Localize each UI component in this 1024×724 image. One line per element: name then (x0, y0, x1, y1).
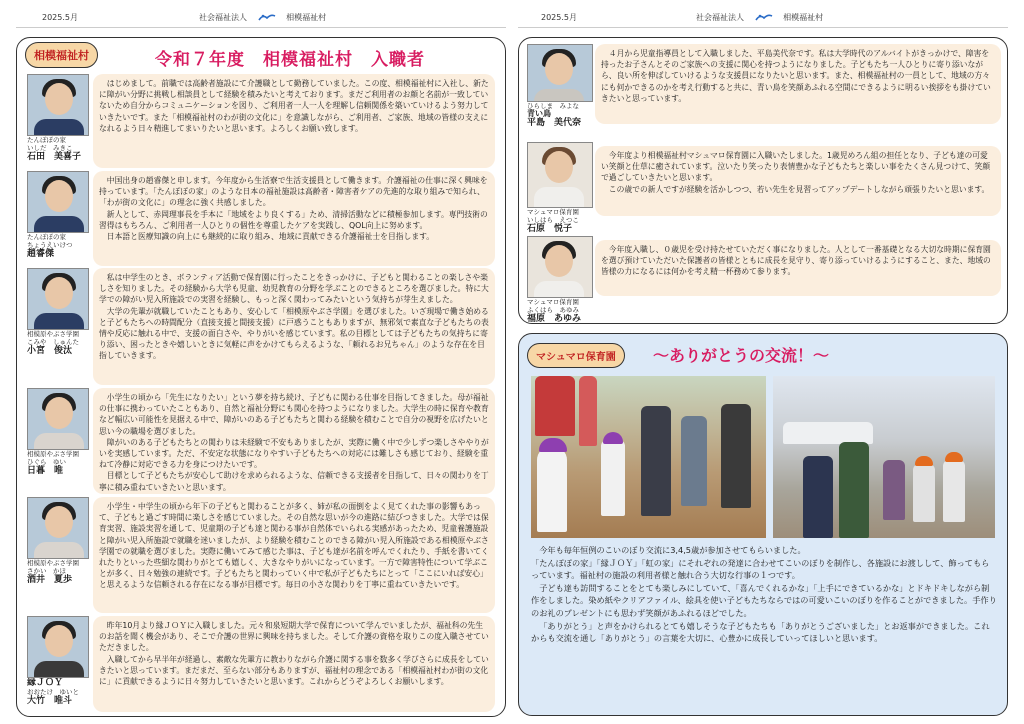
staff-message (595, 240, 1001, 296)
left-header-divider (16, 27, 506, 28)
staff-entry (25, 171, 499, 266)
left-new-staff-panel (16, 37, 506, 717)
staff-facility: 相模原やぶさ学園 (27, 450, 79, 458)
staff-ruby: おおたけ ゆいと (27, 688, 79, 696)
event-photo-indoor (531, 376, 766, 538)
staff-photo-block (527, 236, 593, 325)
right-header-org-label: 社会福祉法人 (696, 13, 744, 22)
staff-message (93, 268, 495, 385)
staff-photo-block (27, 268, 89, 357)
staff-name: 日暮 唯 (27, 466, 64, 476)
staff-message (595, 44, 1001, 124)
staff-entry (525, 236, 1003, 324)
staff-photo (27, 171, 89, 233)
staff-photo (27, 616, 89, 678)
event-photo-outdoor (773, 376, 995, 538)
staff-name: 福原 あゆみ (527, 314, 582, 324)
left-header-date: 2025.5月 (42, 13, 78, 22)
right-new-staff-panel (518, 37, 1008, 324)
staff-photo-block (27, 74, 89, 163)
staff-message-text: 今年度入職し、０歳児を受け持たせていただく事になりました。人として一番基礎となる大切な時期に保育園を選び預けていただいた保護者の皆様とともに成長を見守り、寄り添っていけるようにすること、また、地域の皆様の力になるには何かを考え精一杯務めて参ります。 (601, 245, 991, 277)
staff-message-text: ４月から児童指導員として入職しました、平島美代奈です。私は大学時代のアルバイトがきっかけで、障害を持ったお子さんとそのご家族への支援に関心を持つようになりました。子どもたち一人ひとりに寄り添いながら、良い所を伸ばしていけるような支援員になりたいと思います。また、相模福祉村の一員として、地域の方々にも何かできるのかを考え行動すると共に、青い鳥を笑顔あふれる空間にできるように明るい挨拶をも掛けていきたいと思っています。 (601, 49, 991, 103)
staff-photo-block (27, 616, 89, 707)
staff-message-text: 日本語と医療知識の向上にも継続的に取り組み、地域に貢献できる介護福祉士を目指します。 (106, 232, 435, 242)
staff-entry (525, 44, 1003, 140)
staff-facility: マシュマロ保育園 (527, 298, 579, 306)
staff-ruby: さかい かほ (27, 567, 66, 575)
staff-name: 酒井 夏歩 (27, 575, 73, 585)
staff-photo-block (527, 44, 593, 129)
staff-entry (25, 616, 499, 712)
section-tag: 相模福祉村 (25, 42, 98, 68)
fukushimura-logo-icon (755, 13, 773, 22)
staff-photo (27, 74, 89, 136)
staff-facility: たんぽぽの家 (27, 136, 66, 144)
staff-entry (525, 142, 1003, 234)
staff-photo (527, 44, 593, 102)
staff-message-text: 入職してから早半年が経過し、素敵な先輩方に教わりながら介護に関する事を数多く学びさらに成長をしていきたいと思っています。まだまだ、至らない部分もありますが、福祉村の理念である「相模福祉村わが街の文化に」に貢献できるように日々努力していきたいと思います。これからどうぞよろしくお願いします。 (99, 654, 489, 687)
staff-message (93, 171, 495, 266)
staff-message-text: 私は中学生のとき、ボランティア活動で保育園に行ったことをきっかけに、子どもと関わることの楽しさや楽しさを知りました。その経験から大学も児童、幼児教育の分野を学ぶことのできるところを選びました。特に大学での障がい児入所施設での実習を経験し、もっと深く関わってみたいという気持ちが芽生えました。 (99, 273, 489, 305)
right-header-org (696, 12, 823, 23)
staff-facility: 青い鳥 (527, 109, 551, 118)
staff-ruby: こみや しゅんた (27, 338, 79, 346)
staff-ruby: ちょうえいけつ (27, 241, 73, 249)
staff-photo-block (27, 171, 89, 260)
staff-message (595, 146, 1001, 216)
fukushimura-logo-icon (258, 13, 276, 22)
staff-message-text: 大学の先輩が就職していたこともあり、安心して「相模原やぶさ学園」を選びました。いざ現場で働き始めると子どもたちへの時間配分（直接支援と間接支援）に戸惑うこともありますが、無邪気で素直な子どもたちの表情や反応に触れる中で、支援の面白さや、やりがいを感じています。私の目標としては子どもたちの気持ちに寄り添い、困ったときや嬉しいときに気軽に声をかけてもらえるような、「頼れるお兄ちゃん」のような存在を目指していきます。 (99, 306, 489, 361)
staff-facility: マシュマロ保育園 (527, 208, 579, 216)
staff-message (93, 616, 495, 712)
staff-name: 平島 美代奈 (527, 118, 582, 128)
staff-photo (27, 388, 89, 450)
article-paragraph: 「ありがとう」と声をかけられるとても嬉しそうな子どもたちも「ありがとうございました」とお返事ができました。これからも交流を通し「ありがとう」の言葉を大切に、心豊かに成長していってほしいと思います。 (531, 620, 990, 644)
staff-message-text: 新人として、赤岡理事長を手本に「地域をより良くする」ため、清掃活動などに積極参加します。専門技術の習得はもちろん、ご利用者一人ひとりの個性を尊重したケアを実践し、QOL向上に努めます。 (99, 209, 488, 230)
article-title: ～ありがとうの交流！～ (653, 346, 830, 365)
right-header-divider (518, 27, 1008, 28)
staff-name: 大竹 唯斗 (27, 696, 73, 706)
staff-message-text: 小学生・中学生の頃から年下の子どもと関わることが多く、姉が私の面倒をよく見てくれた事の影響もあって、子どもと過ごす時間に楽しさを感じていました。その自然な思いが今の進路に結びつきました。大学では保育実習、施設実習を通して、児童期の子ども達と関わる事が自然体でいられる実感があったため、児童養護施設と障がい児入所施設で就職を迷いましたが、より経験を積むことのできる障がい児入所施設である相模原やぶさ学園での就職を選びました。実際に働いてみて感じた事は、子ども達が名前を呼んでくれたり、手紙を書いてくれたりといった些細な関わりがとても嬉しく、大きなやりがいになっています。一方で障害特性について学ぶことが多く、日々勉強の連続です。子どもたちと関わっていく中で私が子どもたちにとって「ここにいれば安心」と思えるような信頼される存在になる事が目標です。毎日の小さな関わりを丁寧に重ねていきたいです。 (99, 502, 489, 590)
staff-message-text: 障がいのある子どもたちとの関わりは未経験で不安もありましたが、実際に働く中で少しずつ楽しさややりがいを実感しています。ただ、不安定な状態になりやすい子どもたちへの対応には難しさも感じており、経験を重ねて冷静に対応できる力を身につけたいです。 (99, 437, 489, 470)
article-paragraph: 今年も毎年恒例のこいのぼり交流に3,4,5歳が参加させてもらいました。 (539, 545, 806, 555)
staff-message-text: 小学生の頃から「先生になりたい」という夢を持ち続け、子どもに関わる仕事を目指してきました。母が福祉の仕事に携わっていたこともあり、自然と福祉分野にも関心を持つようになりました。大学生の時に保育や教育など幅広い可能性を見据える中で、障がいのある子どもたちと関わる経験を積むことで自分の視野を広げたいと思い今の職場を選びました。 (99, 393, 489, 436)
staff-entry (25, 74, 499, 168)
right-header-date: 2025.5月 (541, 13, 577, 22)
left-header-name: 相模福祉村 (286, 13, 327, 22)
staff-message-text: 今年度より相模福祉村マシュマロ保育園に入職いたしました。1歳児めろん組の担任となり、子ども達の可愛い笑顔と仕草に癒されています。泣いたり笑ったり表情豊かな子どもたちと楽しい事をたくさん見つけて、笑顔で過ごしていきたいと思います。 (601, 151, 991, 183)
article-body (531, 544, 997, 645)
staff-name: 石原 悦子 (527, 224, 573, 234)
page-title: 令和７年度 相模福祉村 入職者 (155, 50, 425, 70)
staff-photo (527, 142, 593, 208)
staff-message (93, 388, 495, 494)
staff-ruby: ふくはら あゆみ (527, 306, 579, 314)
staff-message (93, 497, 495, 613)
staff-message-text: はじめまして。前職では高齢者施設にて介護職として勤務していました。この度、相模福祉村に入社し、新たに障がい分野に挑戦し相談員として経験を積みたいと考えております。まだご利用者のお顔と名前が一致していないため自分からコミュニケーションを図り、ご利用者一人一人を理解し信頼関係を築いていけるよう努力していきたいです。また「相模福祉村のわが街の文化に」を意識しながら、ご利用者、ご家族、地域の皆様の支えになれるよう日々精進してまいりたいと思います。よろしくお願い致します。 (99, 79, 489, 133)
right-header-name: 相模福祉村 (783, 13, 824, 22)
staff-photo-block (527, 142, 593, 235)
staff-photo-block (27, 497, 89, 586)
staff-ruby: いしはら えつこ (527, 216, 579, 224)
staff-name: 石田 美喜子 (27, 152, 82, 162)
left-header-org (199, 12, 326, 23)
staff-message-text: 目標として子どもたちが安心して助けを求められるような、信頼できる支援者を目指して、日々の関わりを丁寧に積み重ねていきたいと思います。 (99, 471, 489, 492)
article-paragraph: 子ども達も訪問することをとても楽しみにしていて、「喜んでくれるかな」「上手にできているかな」とドキドキしながら制作をしました。染め紙やクリアファイル、絵具を使い子どもたちならではの可愛いこいのぼりを作ることができました。手作りのお礼のプレゼントにも思わず笑顔があふれるほどでした。 (531, 582, 997, 618)
staff-entry (25, 268, 499, 385)
staff-photo (27, 268, 89, 330)
staff-name: 趙睿傑 (27, 249, 55, 259)
koinobori-exchange-panel (518, 333, 1008, 716)
staff-facility: 相模原やぶさ学園 (27, 330, 79, 338)
article-paragraph: 「たんぽぽの家」「縁ＪＯＹ」「虹の家」にそれぞれの発達に合わせてこいのぼりを制作し、各施設にお渡しして、飾ってもらっています。福祉村の施設の利用者様と触れ合う大切な行事の１つです。 (531, 557, 990, 581)
staff-name: 小宮 俊汰 (27, 346, 73, 356)
staff-message-text: 中国出身の趙睿傑と申します。今年度から生活寮で生活支援員として働きます。介護福祉の仕事に深く興味を持っています。「たんぽぽの家」のような日本の福祉施設は高齢者・障害者ケアの先進的な取り組みで知られ、「わが街の文化に」の理念に強く共感しました。 (99, 176, 488, 208)
section-tag: マシュマロ保育園 (527, 343, 625, 368)
staff-facility: 相模原やぶさ学園 (27, 559, 79, 567)
left-header-org-label: 社会福祉法人 (199, 13, 247, 22)
staff-ruby: ひぐら ゆい (27, 458, 66, 466)
staff-photo (27, 497, 89, 559)
staff-message (93, 74, 495, 168)
staff-facility: たんぽぽの家 (27, 233, 66, 241)
staff-ruby: ひらしま みよな (527, 102, 579, 110)
staff-entry (25, 497, 499, 613)
staff-entry (25, 388, 499, 494)
staff-photo (527, 236, 593, 298)
staff-ruby: いしだ みきこ (27, 144, 73, 152)
staff-photo-block (27, 388, 89, 477)
staff-facility: 縁ＪＯＹ (27, 678, 64, 688)
staff-message-text: この歳での新人ですが経験を活かしつつ、若い先生を見習ってアップデートしながら頑張りたいと思います。 (608, 184, 990, 194)
staff-message-text: 昨年10月より縁ＪＯＹに入職しました。元々和泉短期大学で保育について学んでいましたが、福祉科の先生のお話を聞く機会があり、そこで介護の世界に興味を持ちました。そして介護の資格を取りこの度入職させていただきました。 (99, 621, 489, 653)
